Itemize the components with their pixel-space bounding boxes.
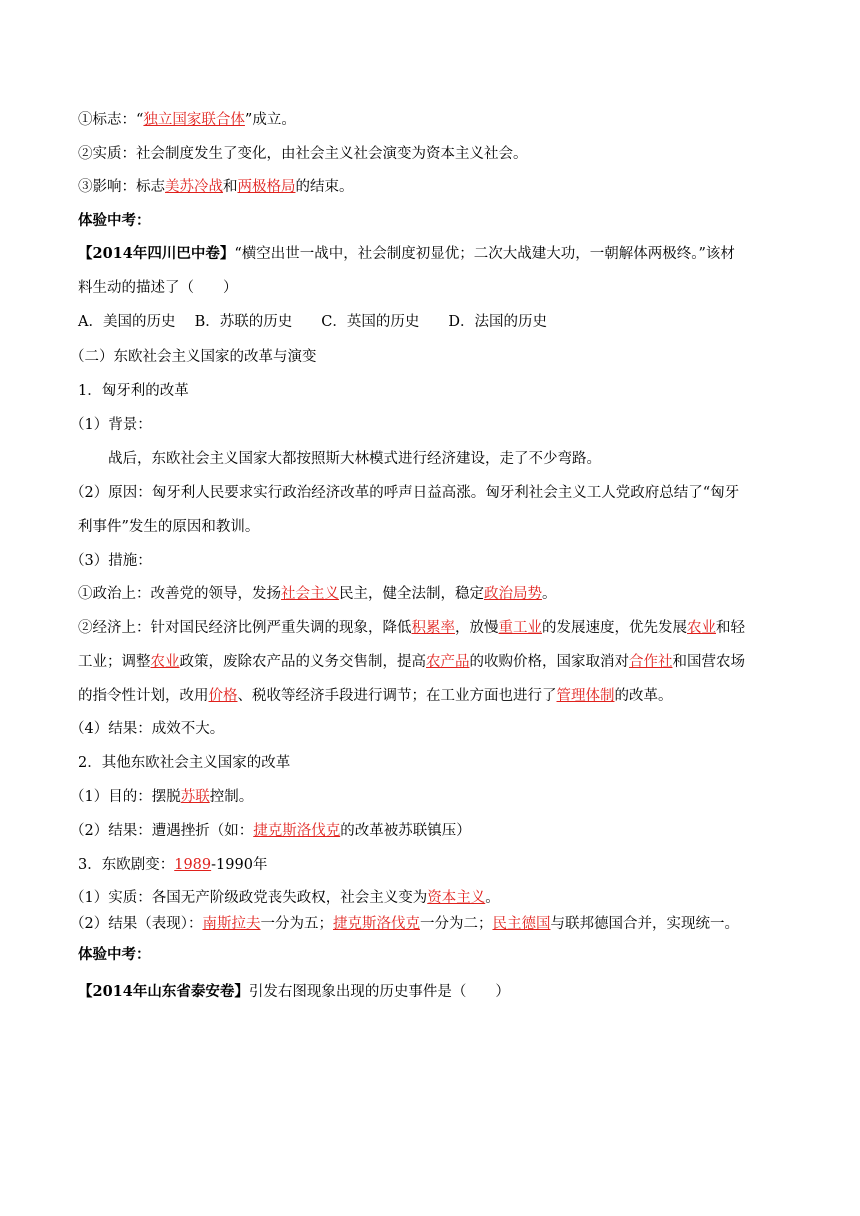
exam-source: 【2014年山东省泰安卷】 bbox=[78, 983, 249, 1000]
text: 和国营农场 bbox=[672, 654, 745, 670]
line-16 bbox=[78, 618, 798, 638]
line-6 bbox=[78, 278, 798, 298]
text: （1）目的：摆脱 bbox=[70, 789, 181, 805]
text: 工业；调整 bbox=[78, 654, 151, 670]
text: （1）背景： bbox=[70, 417, 152, 433]
section-heading: 体验中考： bbox=[78, 946, 151, 963]
highlight-term: 社会主义 bbox=[281, 586, 339, 602]
line-24 bbox=[70, 888, 790, 908]
item-heading: 1．匈牙利的改革 bbox=[78, 383, 189, 399]
line-17 bbox=[78, 652, 798, 672]
text: -1990年 bbox=[211, 857, 268, 873]
item-heading: 2．其他东欧社会主义国家的改革 bbox=[78, 755, 291, 771]
text: 一分为五； bbox=[260, 916, 333, 932]
line-23 bbox=[78, 855, 798, 875]
line-12 bbox=[70, 483, 790, 503]
line-13 bbox=[78, 517, 798, 537]
text: 的改革。 bbox=[614, 688, 673, 704]
text: ”成立。 bbox=[244, 112, 296, 128]
text: 。 bbox=[542, 586, 557, 602]
line-7-options bbox=[78, 312, 798, 332]
highlight-term: 积累率 bbox=[411, 620, 455, 636]
line-2 bbox=[78, 144, 798, 164]
text: 引发右图现象出现的历史事件是（ ） bbox=[248, 984, 510, 1000]
highlight-term: 捷克斯洛伐克 bbox=[253, 823, 341, 839]
text: “横空出世一战中，社会制度初显优；二次大战建大功，一朝解体两极终。”该材 bbox=[234, 246, 735, 262]
highlight-term: 捷克斯洛伐克 bbox=[332, 916, 420, 932]
highlight-term: 农业 bbox=[150, 654, 180, 670]
text: ①政治上：改善党的领导，发扬 bbox=[78, 586, 281, 602]
text: ③影响：标志 bbox=[78, 179, 165, 195]
subsection-heading: （二）东欧社会主义国家的改革与演变 bbox=[70, 349, 317, 365]
line-19 bbox=[70, 719, 790, 739]
text: （2）结果（表现）： bbox=[70, 916, 203, 932]
line-11 bbox=[108, 449, 828, 469]
text: 与联邦德国合并，实现统一。 bbox=[550, 916, 739, 932]
highlight-term: 管理体制 bbox=[556, 688, 615, 704]
text: ，放慢 bbox=[455, 620, 499, 636]
text: ②经济上：针对国民经济比例严重失调的现象，降低 bbox=[78, 620, 412, 636]
text: 控制。 bbox=[209, 789, 254, 805]
highlight-term: 资本主义 bbox=[427, 890, 486, 906]
line-27 bbox=[78, 982, 798, 1002]
line-8 bbox=[70, 347, 790, 367]
section-heading: 体验中考： bbox=[78, 212, 151, 229]
highlight-term: 农产品 bbox=[426, 654, 470, 670]
text: 的指令性计划，改用 bbox=[78, 688, 209, 704]
text: 一分为二； bbox=[419, 916, 493, 932]
text: 民主，健全法制，稳定 bbox=[339, 586, 484, 602]
text: 和轻 bbox=[716, 620, 745, 636]
item-heading: 3．东欧剧变： bbox=[78, 857, 175, 873]
highlight-term: 农业 bbox=[687, 620, 716, 636]
line-4 bbox=[78, 211, 798, 231]
highlight-term: 重工业 bbox=[498, 620, 542, 636]
text: 战后，东欧社会主义国家大都按照斯大林模式进行经济建设，走了不少弯路。 bbox=[108, 451, 601, 467]
text: 的结束。 bbox=[295, 179, 354, 195]
line-10 bbox=[70, 415, 790, 435]
line-26 bbox=[78, 945, 798, 965]
text: （4）结果：成效不大。 bbox=[70, 721, 225, 737]
text: 。 bbox=[485, 890, 500, 906]
text: （2）结果：遭遇挫折（如： bbox=[70, 823, 254, 839]
line-25 bbox=[70, 914, 790, 934]
text: ①标志：“ bbox=[78, 112, 144, 128]
text: （1）实质：各国无产阶级政党丧失政权，社会主义变为 bbox=[70, 890, 428, 906]
line-1 bbox=[78, 110, 798, 130]
text: 、税收等经济手段进行调节；在工业方面也进行了 bbox=[237, 688, 557, 704]
highlight-term: 价格 bbox=[208, 688, 238, 704]
highlight-term: 民主德国 bbox=[492, 916, 551, 932]
line-5 bbox=[78, 244, 798, 264]
highlight-term: 美苏冷战 bbox=[165, 179, 223, 195]
highlight-term: 1989 bbox=[174, 857, 212, 873]
highlight-term: 两极格局 bbox=[237, 179, 296, 195]
line-9 bbox=[78, 381, 798, 401]
highlight-term: 政治局势 bbox=[484, 586, 542, 602]
exam-source: 【2014年四川巴中卷】 bbox=[78, 245, 235, 262]
text: ②实质：社会制度发生了变化，由社会主义社会演变为资本主义社会。 bbox=[78, 146, 528, 162]
line-22 bbox=[70, 821, 790, 841]
text: 和 bbox=[223, 179, 238, 195]
text: 的发展速度，优先发展 bbox=[542, 620, 687, 636]
text: 料生动的描述了（ ） bbox=[78, 280, 238, 296]
line-15 bbox=[78, 584, 798, 604]
text: 的收购价格，国家取消对 bbox=[469, 654, 629, 670]
line-18 bbox=[78, 686, 798, 706]
text: （3）措施： bbox=[70, 553, 152, 569]
answer-options: A．美国的历史 B．苏联的历史 C．英国的历史 D．法国的历史 bbox=[78, 314, 547, 330]
text: 的改革被苏联镇压） bbox=[340, 823, 471, 839]
text: 政策，废除农产品的义务交售制，提高 bbox=[179, 654, 426, 670]
line-14 bbox=[70, 551, 790, 571]
text: 利事件”发生的原因和教训。 bbox=[78, 519, 260, 535]
line-21 bbox=[70, 787, 790, 807]
line-20 bbox=[78, 753, 798, 773]
highlight-term: 南斯拉夫 bbox=[202, 916, 261, 932]
text: （2）原因：匈牙利人民要求实行政治经济改革的呼声日益高涨。匈牙利社会主义工人党政府总结了“匈牙 bbox=[70, 485, 740, 501]
highlight-term: 苏联 bbox=[180, 789, 210, 805]
line-3 bbox=[78, 177, 798, 197]
highlight-term: 合作社 bbox=[629, 654, 673, 670]
highlight-term: 独立国家联合体 bbox=[143, 112, 245, 128]
